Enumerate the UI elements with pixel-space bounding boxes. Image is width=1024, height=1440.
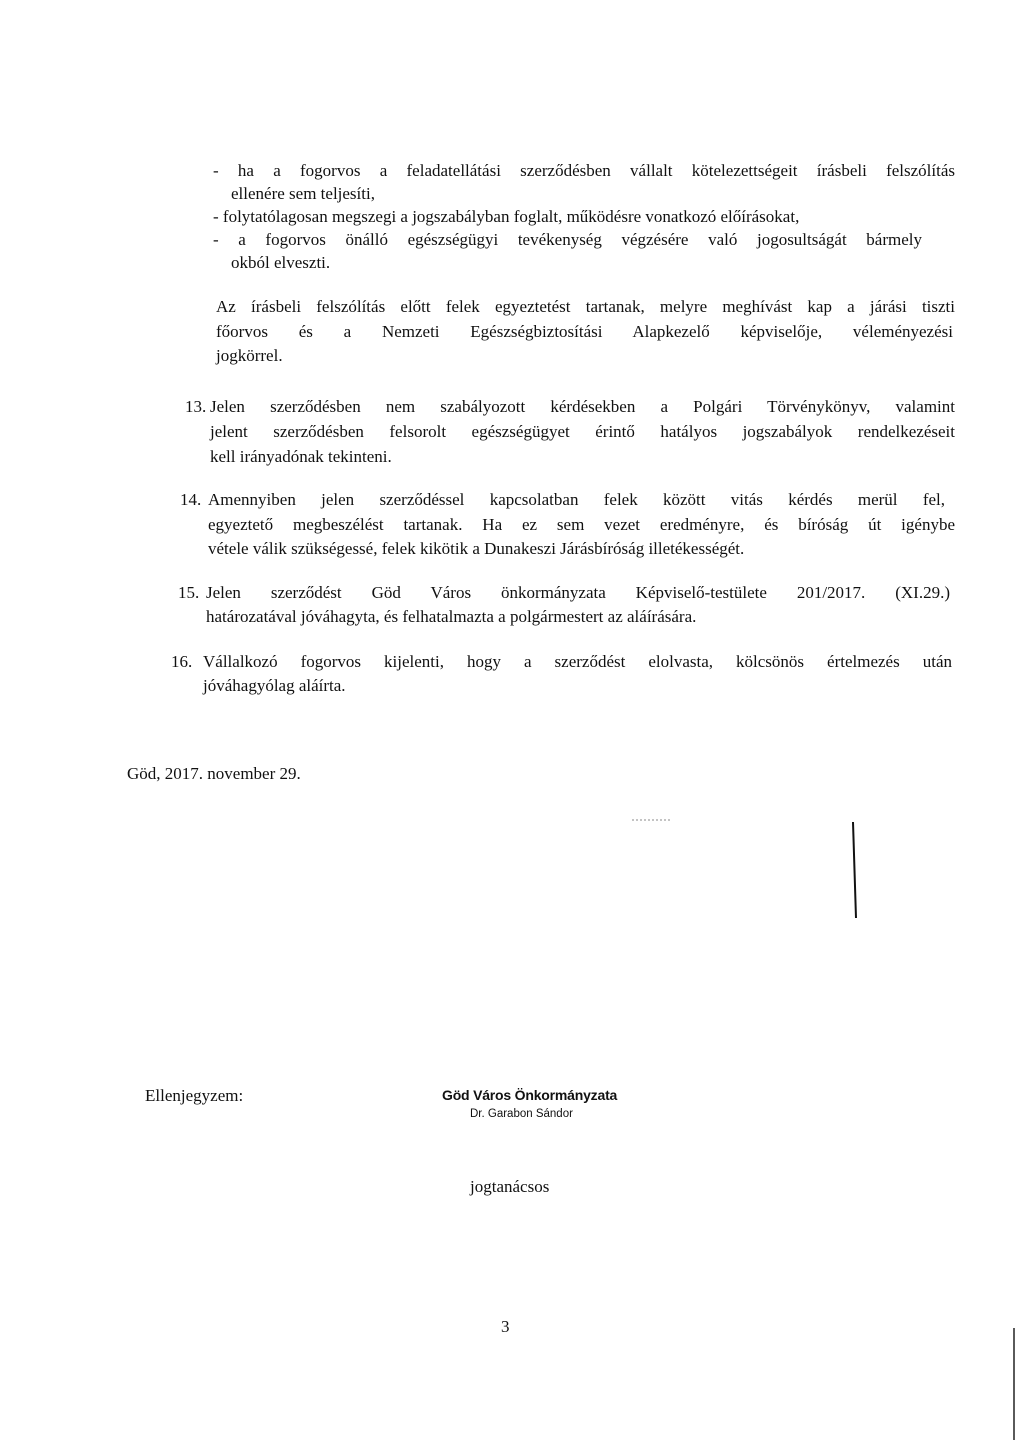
scan-marks xyxy=(600,800,1024,1440)
clause-13-number: 13. xyxy=(185,397,207,416)
bullet-1-line-1: - ha a fogorvos a feladatellátási szerződésben vállalt kötelezettségeit írásbeli felszólítás xyxy=(213,161,955,180)
bullet-3-line-1: - a fogorvos önálló egészségügyi tevékenység végzésére való jogosultságát bármely xyxy=(213,230,922,249)
page-number: 3 xyxy=(501,1317,510,1336)
stamp-line-2: Dr. Garabon Sándor xyxy=(470,1108,573,1120)
bullet-1-line-2: ellenére sem teljesíti, xyxy=(231,184,375,203)
place-date: Göd, 2017. november 29. xyxy=(127,764,301,783)
clause-13-line-2: jelent szerződésben felsorolt egészségügyet érintő hatályos jogszabályok rendelkezéseit xyxy=(210,422,955,441)
clause-13-line-3: kell irányadónak tekinteni. xyxy=(210,447,392,466)
signature-stroke xyxy=(853,822,856,918)
clause-16-line-2: jóváhagyólag aláírta. xyxy=(203,676,346,695)
clause-15-line-1: Jelen szerződést Göd Város önkormányzata Képviselő-testülete 201/2017. (XI.29.) xyxy=(206,583,950,602)
consultation-line-1: Az írásbeli felszólítás előtt felek egyeztetést tartanak, melyre meghívást kap a járási tiszti xyxy=(216,297,955,316)
countersign-label: Ellenjegyzem: xyxy=(145,1086,244,1105)
clause-14-line-2: egyeztető megbeszélést tartanak. Ha ez sem vezet eredményre, és bíróság út igénybe xyxy=(208,515,955,534)
clause-14-line-1: Amennyiben jelen szerződéssel kapcsolatban felek között vitás kérdés merül fel, xyxy=(208,490,945,509)
stamp-line-1: Göd Város Önkormányzata xyxy=(442,1087,618,1103)
consultation-line-2: főorvos és a Nemzeti Egészségbiztosítási Alapkezelő képviselője, véleményezési xyxy=(216,322,953,341)
clause-15-number: 15. xyxy=(178,583,200,602)
clause-15-line-2: határozatával jóváhagyta, és felhatalmazta a polgármestert az aláírására. xyxy=(206,607,697,626)
clause-14-line-3: vétele válik szükségessé, felek kikötik a Dunakeszi Járásbíróság illetékességét. xyxy=(208,539,745,558)
clause-16-number: 16. xyxy=(171,652,193,671)
clause-13-line-1: Jelen szerződésben nem szabályozott kérdésekben a Polgári Törvénykönyv, valamint xyxy=(210,397,955,416)
clause-14-number: 14. xyxy=(180,490,202,509)
bullet-3-line-2: okból elveszti. xyxy=(231,253,331,272)
clause-16-line-1: Vállalkozó fogorvos kijelenti, hogy a szerződést elolvasta, kölcsönös értelmezés után xyxy=(203,652,952,671)
bullet-2: - folytatólagosan megszegi a jogszabályban foglalt, működésre vonatkozó előírásokat, xyxy=(213,207,800,226)
countersign-role: jogtanácsos xyxy=(470,1177,550,1196)
consultation-line-3: jogkörrel. xyxy=(216,346,283,365)
